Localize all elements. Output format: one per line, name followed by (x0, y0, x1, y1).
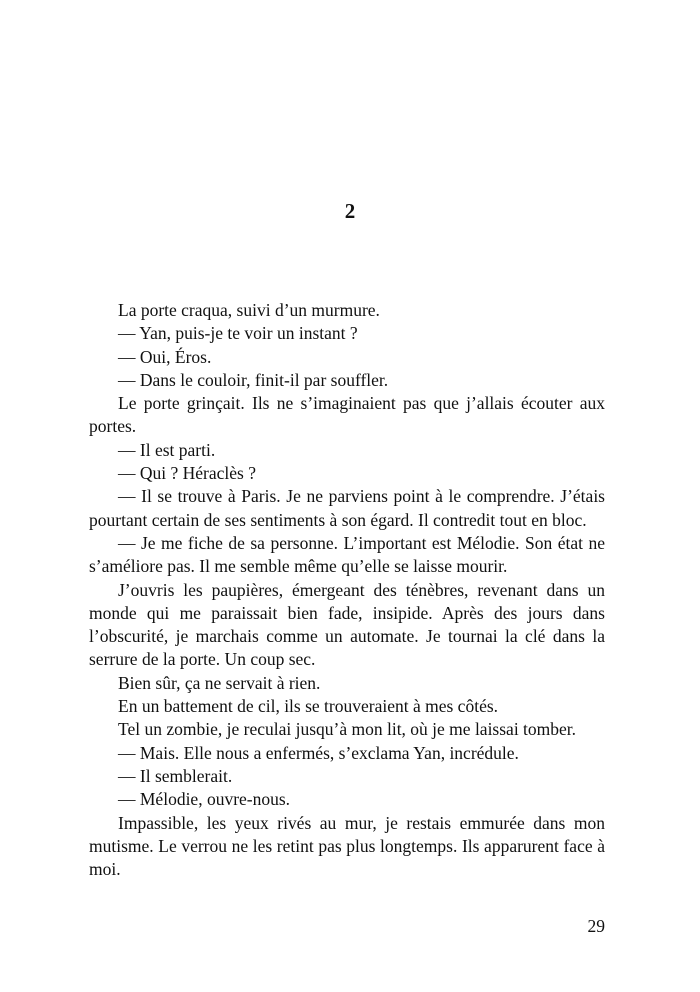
paragraph: Tel un zombie, je reculai jusqu’à mon lit, où je me laissai tomber. (118, 719, 577, 740)
chapter-number: 2 (344, 199, 356, 223)
paragraph: La porte craqua, suivi d’un murmure. (118, 300, 380, 320)
paragraph: Impassible, les yeux rivés au mur, je restais emmurée dans mon mutisme. Le verrou ne les retint pas plus longtemps. Ils apparurent face à moi. (89, 812, 605, 880)
page-number: 29 (587, 916, 605, 936)
paragraph: En un battement de cil, ils se trouveraient à mes côtés. (118, 696, 499, 717)
paragraph: Bien sûr, ça ne servait à rien. (118, 672, 321, 693)
paragraph: — Il est parti. (118, 439, 216, 460)
paragraph: — Je me fiche de sa personne. L’important est Mélodie. Son état ne s’améliore pas. Il me semble même qu’elle se laisse mourir. (89, 532, 605, 577)
paragraph: — Qui ? Héraclès ? (118, 463, 256, 484)
paragraph: — Dans le couloir, finit-il par souffler. (118, 369, 389, 390)
paragraph: Le porte grinçait. Ils ne s’imaginaient pas que j’allais écouter aux portes. (89, 393, 605, 437)
paragraph: — Yan, puis-je te voir un instant ? (118, 323, 358, 344)
paragraph: — Il semblerait. (118, 765, 233, 786)
paragraph: — Oui, Éros. (118, 346, 212, 367)
body-text (89, 299, 605, 881)
paragraph: — Il se trouve à Paris. Je ne parviens point à le comprendre. J’étais pourtant certain de ses sentiments à son égard. Il contredit tout en bloc. (89, 486, 605, 530)
paragraph: J’ouvris les paupières, émergeant des ténèbres, revenant dans un monde qui me paraissait bien fade, insipide. Après des jours dans l’obscurité, je marchais comme un automate. Je tournai la clé dans la serrure de la porte. Un coup sec. (89, 579, 605, 670)
paragraph: — Mais. Elle nous a enfermés, s’exclama Yan, incrédule. (118, 742, 519, 763)
paragraph: — Mélodie, ouvre-nous. (118, 789, 291, 810)
